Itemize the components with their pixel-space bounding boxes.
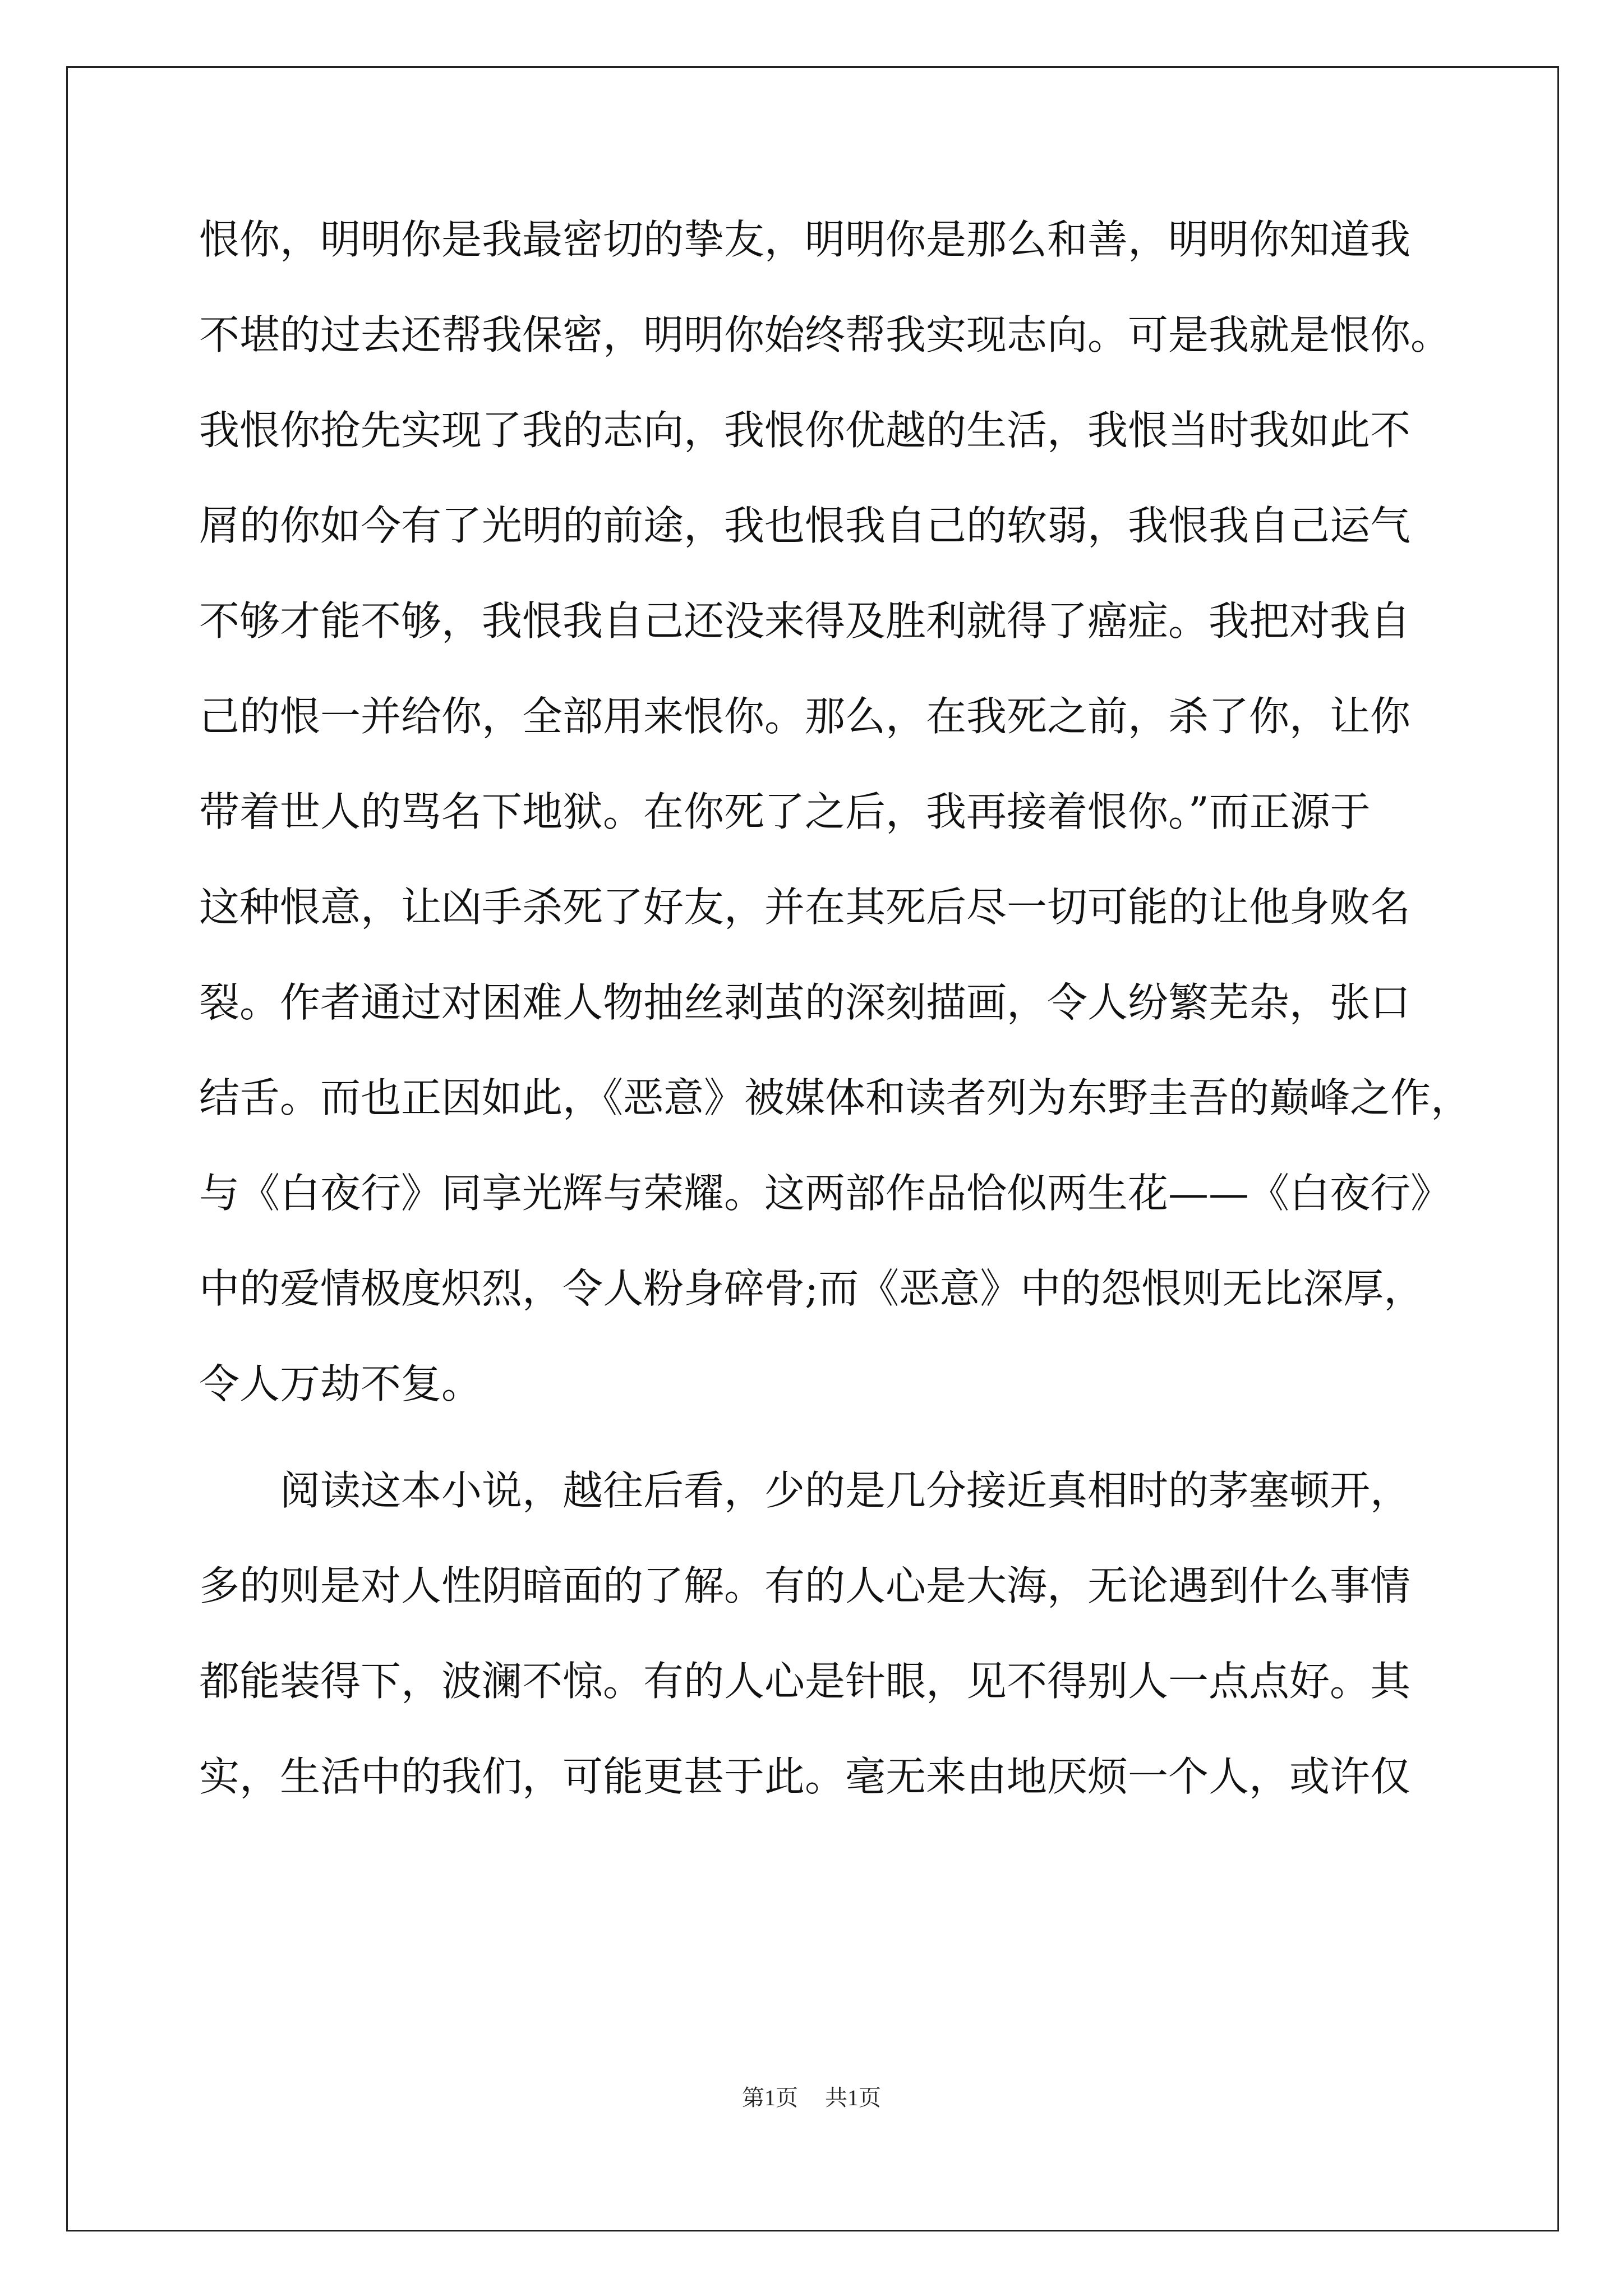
text-line: 裂。作者通过对困难人物抽丝剥茧的深刻描画，令人纷繁芜杂，张口	[199, 979, 1411, 1026]
page-total: 共1页	[825, 2085, 881, 2110]
text-line: 实，生活中的我们，可能更甚于此。毫无来由地厌烦一个人，或许仅	[199, 1753, 1411, 1800]
paragraph-first-line: 阅读这本小说，越往后看，少的是几分接近真相时的茅塞顿开，	[280, 1467, 1411, 1514]
text-line: 不堪的过去还帮我保密，明明你始终帮我实现志向。可是我就是恨你。	[199, 311, 1451, 358]
text-line: 多的则是对人性阴暗面的了解。有的人心是大海，无论遇到什么事情	[199, 1562, 1411, 1609]
text-line: 都能装得下，波澜不惊。有的人心是针眼，见不得别人一点点好。其	[199, 1658, 1411, 1705]
text-line: 令人万劫不复。	[199, 1360, 482, 1407]
text-line: 我恨你抢先实现了我的志向，我恨你优越的生活，我恨当时我如此不	[199, 407, 1411, 454]
page-footer	[0, 2082, 1623, 2114]
text-line: 带着世人的骂名下地狱。在你死了之后，我再接着恨你。”而正源于	[199, 788, 1371, 835]
text-line: 屑的你如今有了光明的前途，我也恨我自己的软弱，我恨我自己运气	[199, 502, 1411, 549]
text-line: 恨你，明明你是我最密切的挚友，明明你是那么和善，明明你知道我	[199, 216, 1411, 263]
text-line: 这种恨意，让凶手杀死了好友，并在其死后尽一切可能的让他身败名	[199, 884, 1411, 931]
page-border	[66, 66, 1559, 2231]
text-line: 与《白夜行》同享光辉与荣耀。这两部作品恰似两生花——《白夜行》	[199, 1170, 1451, 1217]
text-line: 不够才能不够，我恨我自己还没来得及胜利就得了癌症。我把对我自	[199, 597, 1411, 645]
text-line: 中的爱情极度炽烈，令人粉身碎骨;而《恶意》中的怨恨则无比深厚，	[199, 1265, 1424, 1312]
page-number: 第1页	[742, 2085, 798, 2110]
text-line: 己的恨一并给你，全部用来恨你。那么，在我死之前，杀了你，让你	[199, 693, 1411, 740]
text-line: 结舌。而也正因如此，《恶意》被媒体和读者列为东野圭吾的巅峰之作，	[199, 1074, 1472, 1121]
